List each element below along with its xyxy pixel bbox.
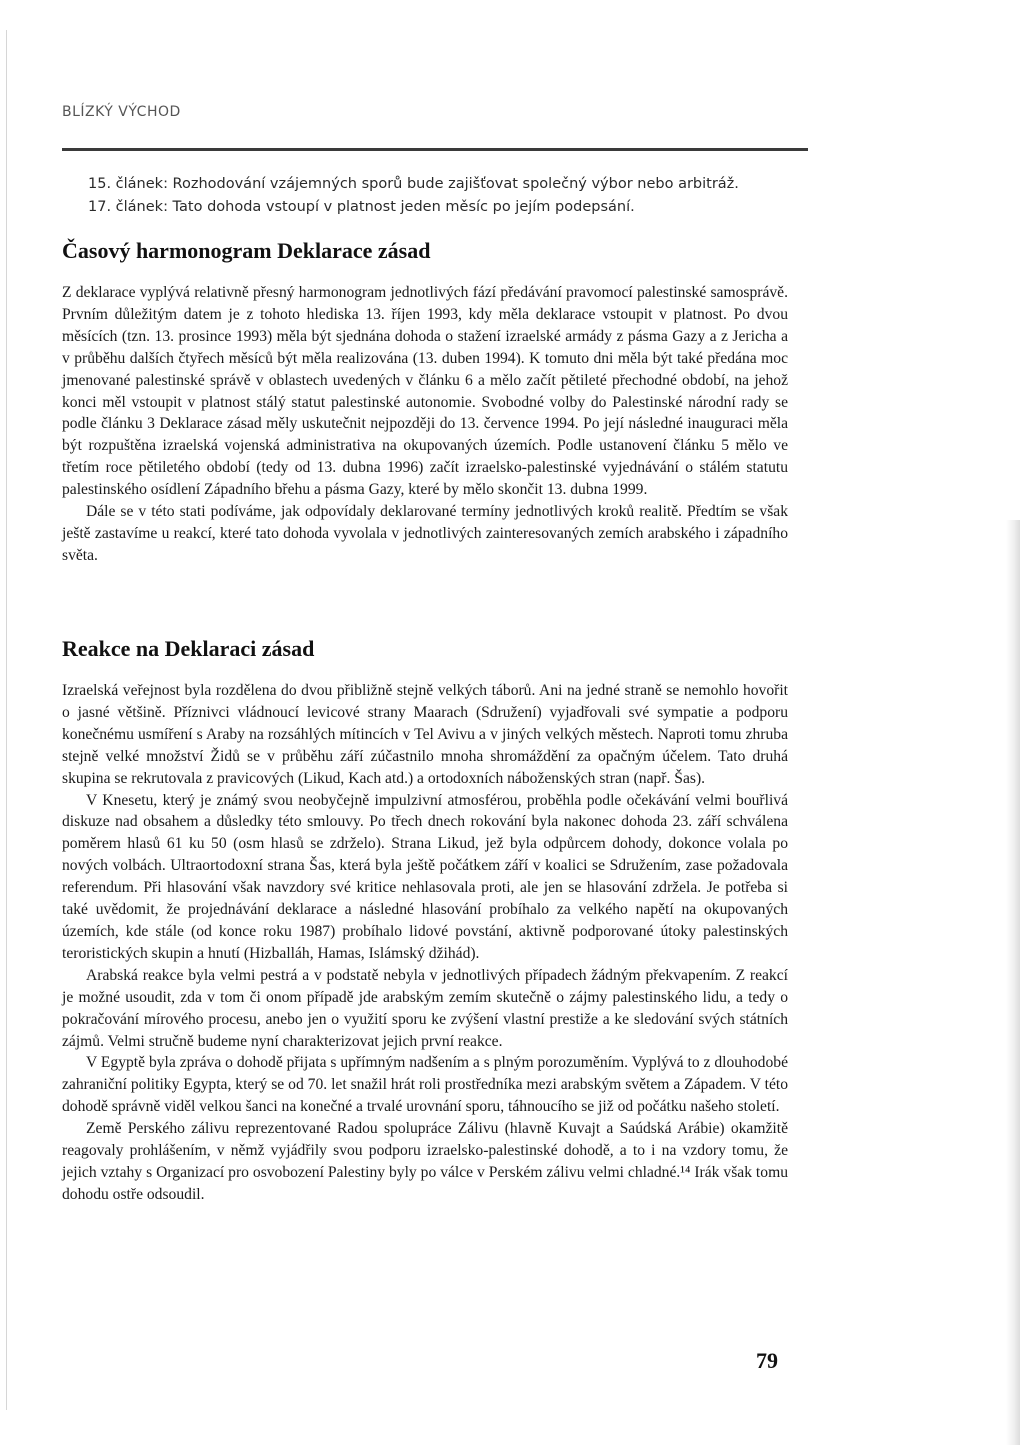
scan-border-right [1006, 520, 1020, 1445]
paragraph: V Egyptě byla zpráva o dohodě přijata s upřímným nadšením a s plným porozuměním. Vyplývá to z dlouhodobé zahraniční politiky Egypta, který se od 70. let snažil hrát roli prostředníka mezi arabským světem a Západem. V této dohodě správně viděl velkou šanci na konečné a trvalé urovnání sporu, táhnoucího se již od počátku našeho století. [62, 1054, 788, 1116]
article-17-line: 17. článek: Tato dohoda vstoupí v platnost jeden měsíc po jejím podepsání. [88, 199, 635, 215]
paragraph: Země Perského zálivu reprezentované Radou spolupráce Zálivu (hlavně Kuvajt a Saúdská Arábie) okamžitě reagovaly prohlášením, v němž vyjádřily svou podporu izraelsko-palestinské dohodě, a to i na vzdory tomu, že jejich vztahy s Organizací pro osvobození Palestiny byly po válce v Perském zálivu velmi chladné.¹⁴ Irák však tomu dohodu ostře odsoudil. [62, 1120, 788, 1203]
section-body-schedule [62, 282, 788, 567]
article-15-line: 15. článek: Rozhodování vzájemných sporů bude zajišťovat společný výbor nebo arbitráž. [88, 176, 739, 192]
section-heading-reactions: Reakce na Deklaraci zásad [62, 636, 315, 661]
paragraph: Dále se v této stati podíváme, jak odpovídaly deklarované termíny jednotlivých kroků realitě. Předtím se však ještě zastavíme u reakcí, které tato dohoda vyvolala v jednotlivých zainteresovaných zemích arabského i západního světa. [62, 503, 788, 564]
section-body-reactions [62, 680, 788, 1206]
scan-border-left [6, 30, 7, 1410]
paragraph: V Knesetu, který je známý svou neobyčejně impulzivní atmosférou, proběhla podle očekávání velmi bouřlivá diskuze nad obsahem a důsledky této smlouvy. Po třech dnech rokování byla nakonec dohoda 23. září schválena poměrem hlasů 61 ku 50 (osm hlasů se zdrželo). Strana Likud, jež byla odpůrcem dohody, dokonce volala po nových volbách. Ultraortodoxní strana Šas, která byla ještě počátkem září v koalici se Sdružením, zase požadovala referendum. Při hlasování však navzdory své kritice nehlasovala proti, ale jen se hlasování zdržela. Je potřeba si také uvědomit, že projednávání deklarace a následné hlasování probíhalo za velkého napětí na okupovaných územích, kde stále (od konce roku 1987) probíhalo lidové povstání, aktivně podporované útoky palestinských teroristických skupin a hnutí (Hizballáh, Hamas, Islámský džihád). [62, 791, 788, 962]
paragraph: Z deklarace vyplývá relativně přesný harmonogram jednotlivých fází předávání pravomocí palestinské samosprávě. Prvním důležitým datem je z tohoto hlediska 13. říjen 1993, kdy měla deklarace vstoupit v platnost. Po dvou měsících (tzn. 13. prosince 1993) měla být sjednána dohoda o stažení izraelské armády z pásma Gazy a z Jericha a v průběhu dalších čtyřech měsíců být měla realizována (13. duben 1994). K tomuto dni měla být také předána moc jmenované palestinské správě v oblastech uvedených v článku 6 a mělo začít pětileté přechodné období, na jehož konci měl vstoupit v platnost stálý statut palestinské autonomie. Svobodné volby do Palestinské národní rady se podle článku 3 Deklarace zásad měly uskutečnit nejpozději do 13. července 1994. Po její následné inauguraci měla být rozpuštěna izraelská vojenská administrativa na okupovaných územích. Podle ustanovení článku 5 mělo ve třetím roce pětiletého období (tedy od 13. dubna 1996) začít izraelsko-palestinské vyjednávání o stálém statutu palestinského osídlení Západního břehu a pásma Gazy, které by mělo skončit 13. dubna 1999. [62, 284, 788, 499]
page-number: 79 [756, 1348, 778, 1373]
header-rule [62, 148, 808, 151]
running-header: BLÍZKÝ VÝCHOD [62, 104, 181, 120]
paragraph: Izraelská veřejnost byla rozdělena do dvou přibližně stejně velkých táborů. Ani na jedné straně se nemohlo hovořit o jasné většině. Příznivci vládnoucí levicové strany Maarach (Sdružení) vyjadřovali své sympatie a podporu konečnému usmíření s Araby na rozsáhlých mítincích v Tel Avivu a v jiných velkých městech. Naproti tomu zhruba stejně velké množství Židů se v průběhu září zúčastnilo mnoha shromáždění za opačným účelem. Tato druhá skupina se rekrutovala z pravicových (Likud, Kach atd.) a ortodoxních náboženských stran (např. Šas). [62, 682, 788, 787]
paragraph: Arabská reakce byla velmi pestrá a v podstatě nebyla v jednotlivých případech žádným překvapením. Z reakcí je možné usoudit, zda v tom či onom případě jde arabským zemím skutečně o zájmy palestinského lidu, a tedy o pokračování mírového procesu, anebo jen o využití sporu ke zvýšení vlastní prestiže a ke sledování svých státních zájmů. Velmi stručně budeme nyní charakterizovat jejich první reakce. [62, 966, 788, 1050]
section-heading-schedule: Časový harmonogram Deklarace zásad [62, 238, 431, 263]
